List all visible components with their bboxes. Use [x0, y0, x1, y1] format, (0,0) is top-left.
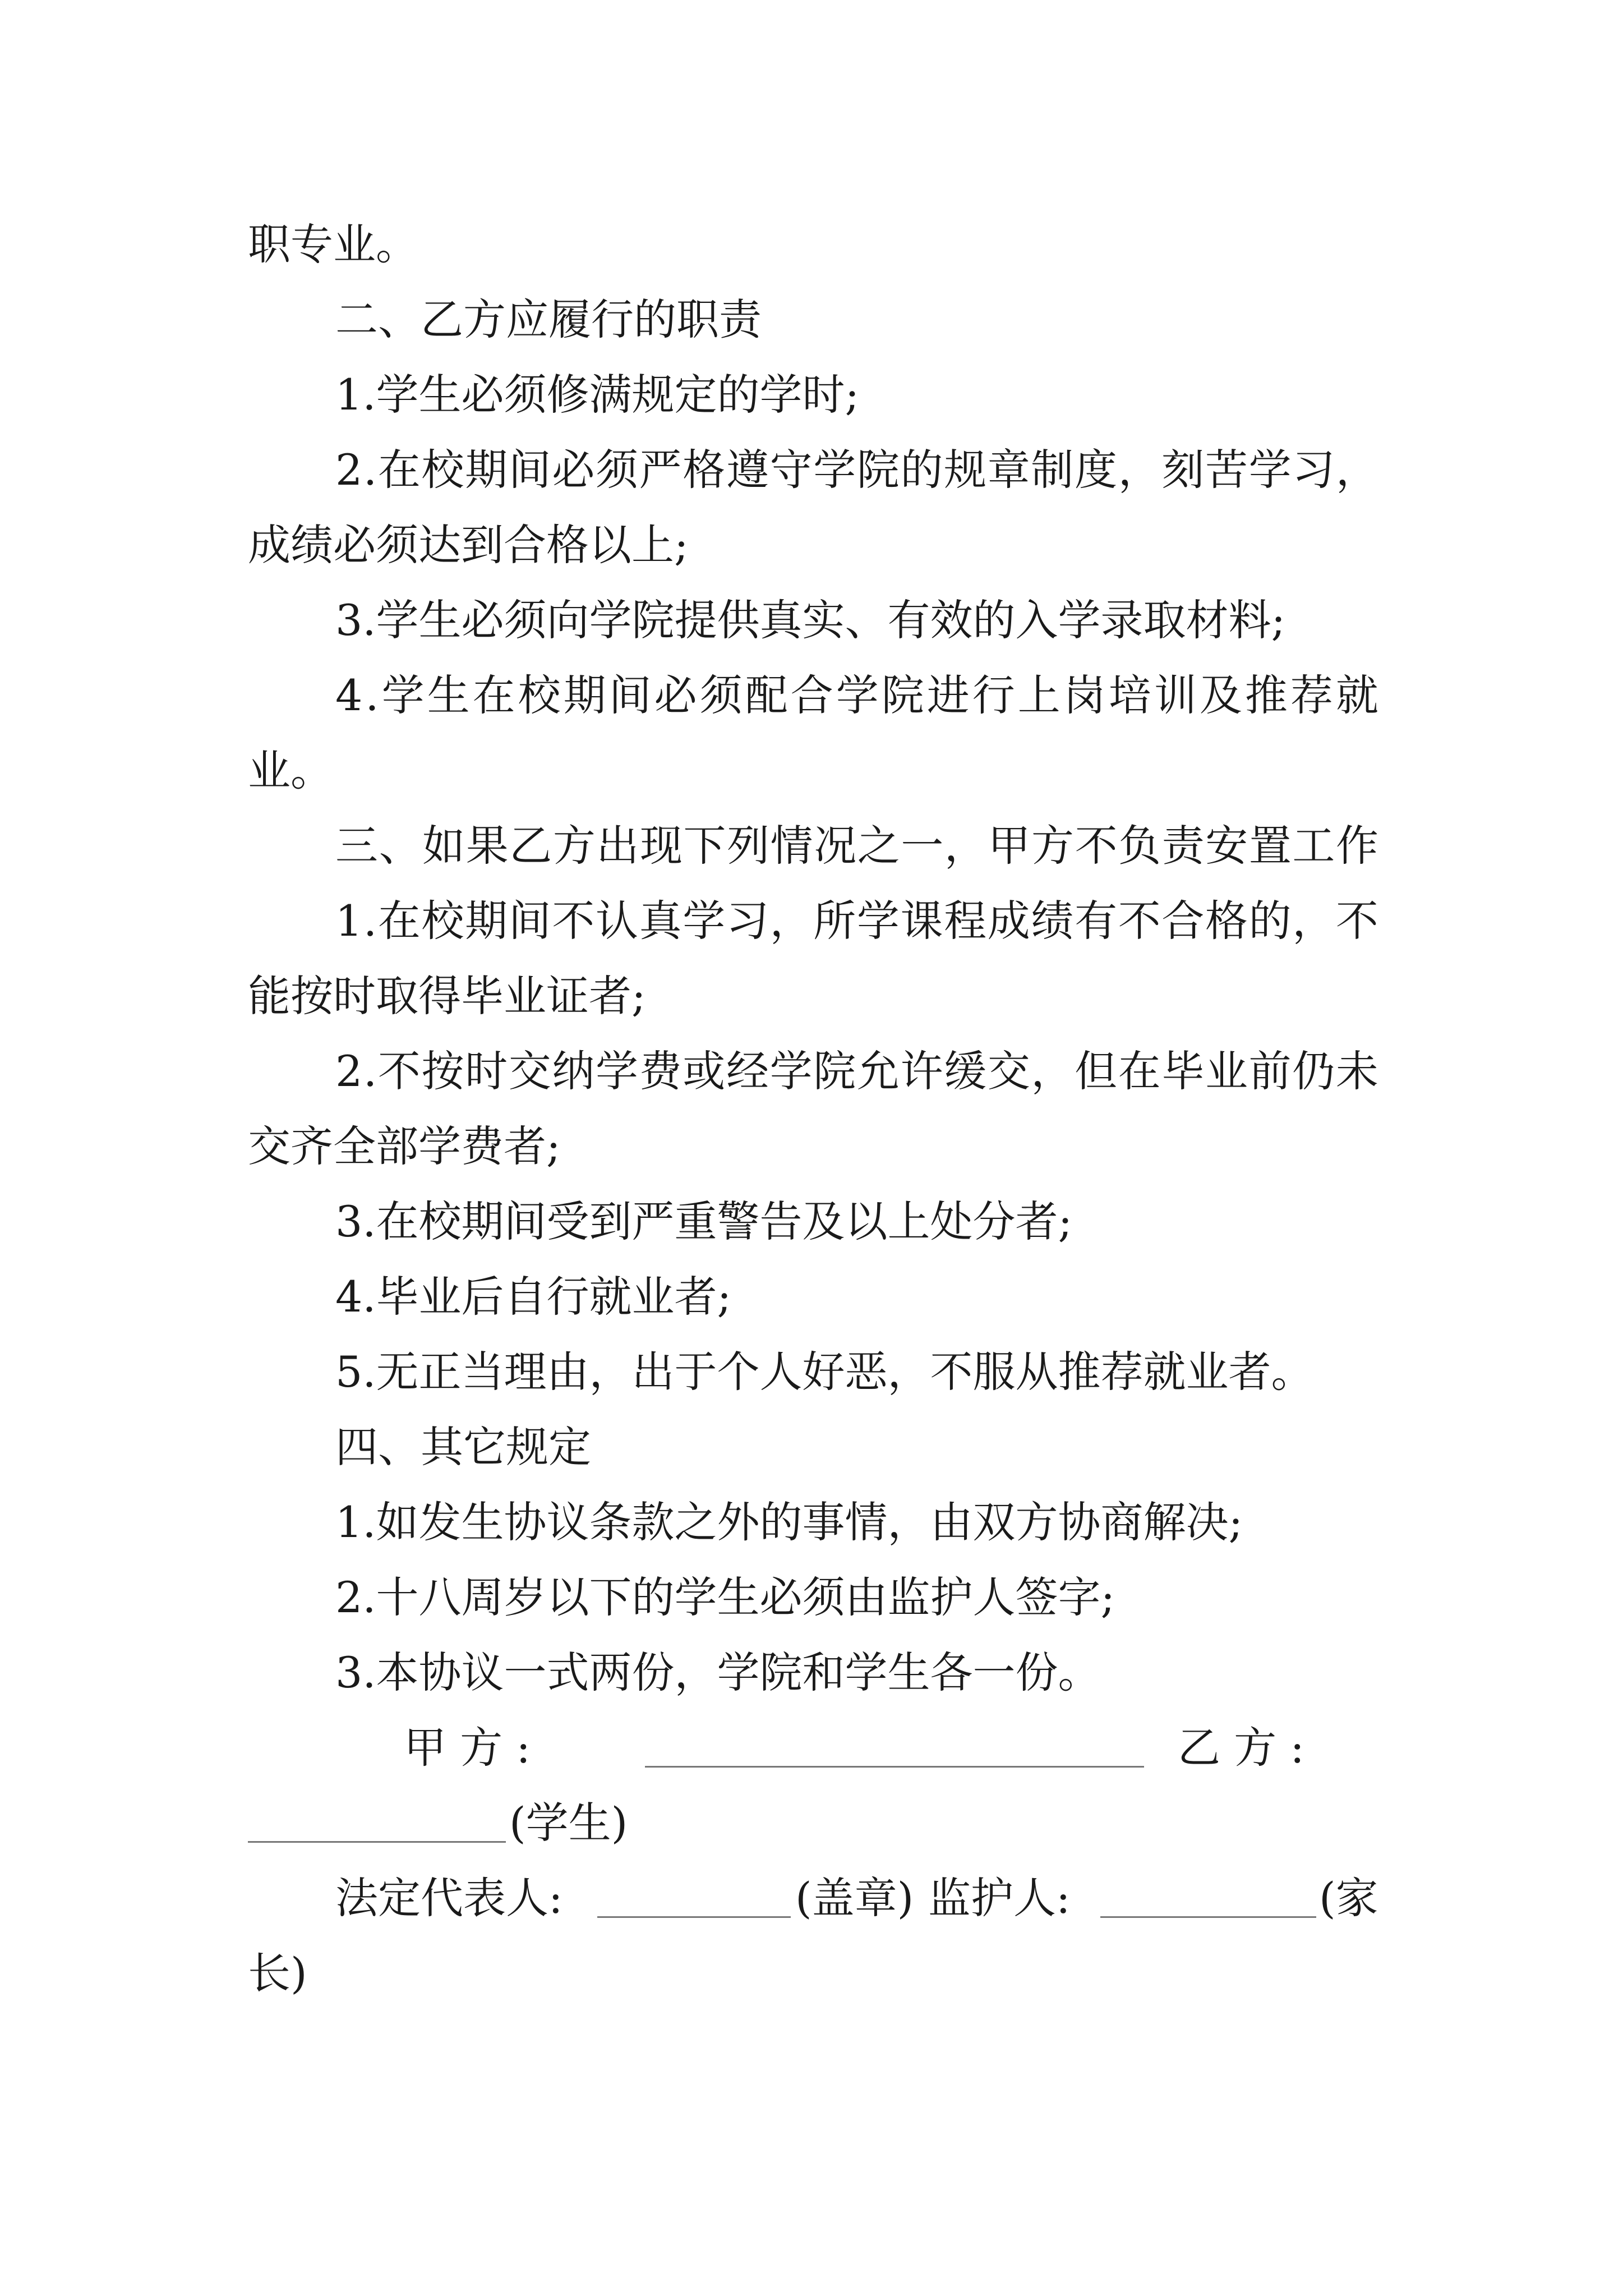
- list-item: 2 . 不 按 时 交 纳 学 费 或 经 学 院 允 许 缓 交 ， 但 在 毕 业 前 仍 未: [335, 1046, 1378, 1096]
- body-line: 交齐全部学费者;: [248, 1121, 561, 1171]
- legal-rep-label: 法定代表人:: [335, 1873, 563, 1923]
- party-a-blank: [645, 1727, 1144, 1768]
- list-item: 4.毕业后自行就业者;: [335, 1272, 732, 1322]
- guardian-label: 监护人:: [928, 1873, 1071, 1923]
- seal-note: (盖章): [795, 1873, 914, 1923]
- section-heading: 三 、 如 果 乙 方 出 现 下 列 情 况 之 一 ， 甲 方 不 负 责 安 置 工 作: [335, 821, 1378, 871]
- body-line: 能按时取得毕业证者;: [248, 971, 646, 1021]
- list-item: 4 . 学 生 在 校 期 间 必 须 配 合 学 院 进 行 上 岗 培 训 及 推 荐 就: [335, 670, 1378, 720]
- section-heading: 二、乙方应履行的职责: [335, 295, 762, 344]
- guardian-blank: [1100, 1877, 1316, 1918]
- list-item: 2 . 在 校 期 间 必 须 严 格 遵 守 学 院 的 规 章 制 度 ， 刻 苦 学 习 ，: [335, 445, 1378, 495]
- list-item: 3.学生必须向学院提供真实、有效的入学录取材料;: [335, 595, 1286, 645]
- list-item: 5.无正当理由，出于个人好恶，不服从推荐就业者。: [335, 1347, 1314, 1397]
- list-item: 1 . 在 校 期 间 不 认 真 学 习 ， 所 学 课 程 成 绩 有 不 合 格 的 ， 不: [335, 896, 1378, 946]
- body-line: 成绩必须达到合格以上;: [248, 520, 689, 570]
- party-b-blank: [248, 1802, 506, 1843]
- party-a-label: 甲 方 :: [404, 1723, 531, 1773]
- list-item: 3.本协议一式两份，学院和学生各一份。: [335, 1648, 1101, 1697]
- student-note: (学生): [509, 1798, 628, 1848]
- body-line: 业。: [248, 746, 333, 795]
- parent-note-close: 长): [248, 1948, 307, 1998]
- list-item: 1.如发生协议条款之外的事情，由双方协商解决;: [335, 1497, 1243, 1547]
- list-item: 2.十八周岁以下的学生必须由监护人签字;: [335, 1572, 1115, 1622]
- party-b-label: 乙 方 :: [1178, 1723, 1304, 1773]
- section-heading: 四、其它规定: [335, 1422, 591, 1472]
- list-item: 1.学生必须修满规定的学时;: [335, 370, 860, 420]
- body-line: 职专业。: [248, 219, 418, 269]
- list-item: 3.在校期间受到严重警告及以上处分者;: [335, 1197, 1073, 1246]
- legal-rep-blank: [597, 1877, 791, 1918]
- parent-note-open: (家: [1319, 1873, 1378, 1923]
